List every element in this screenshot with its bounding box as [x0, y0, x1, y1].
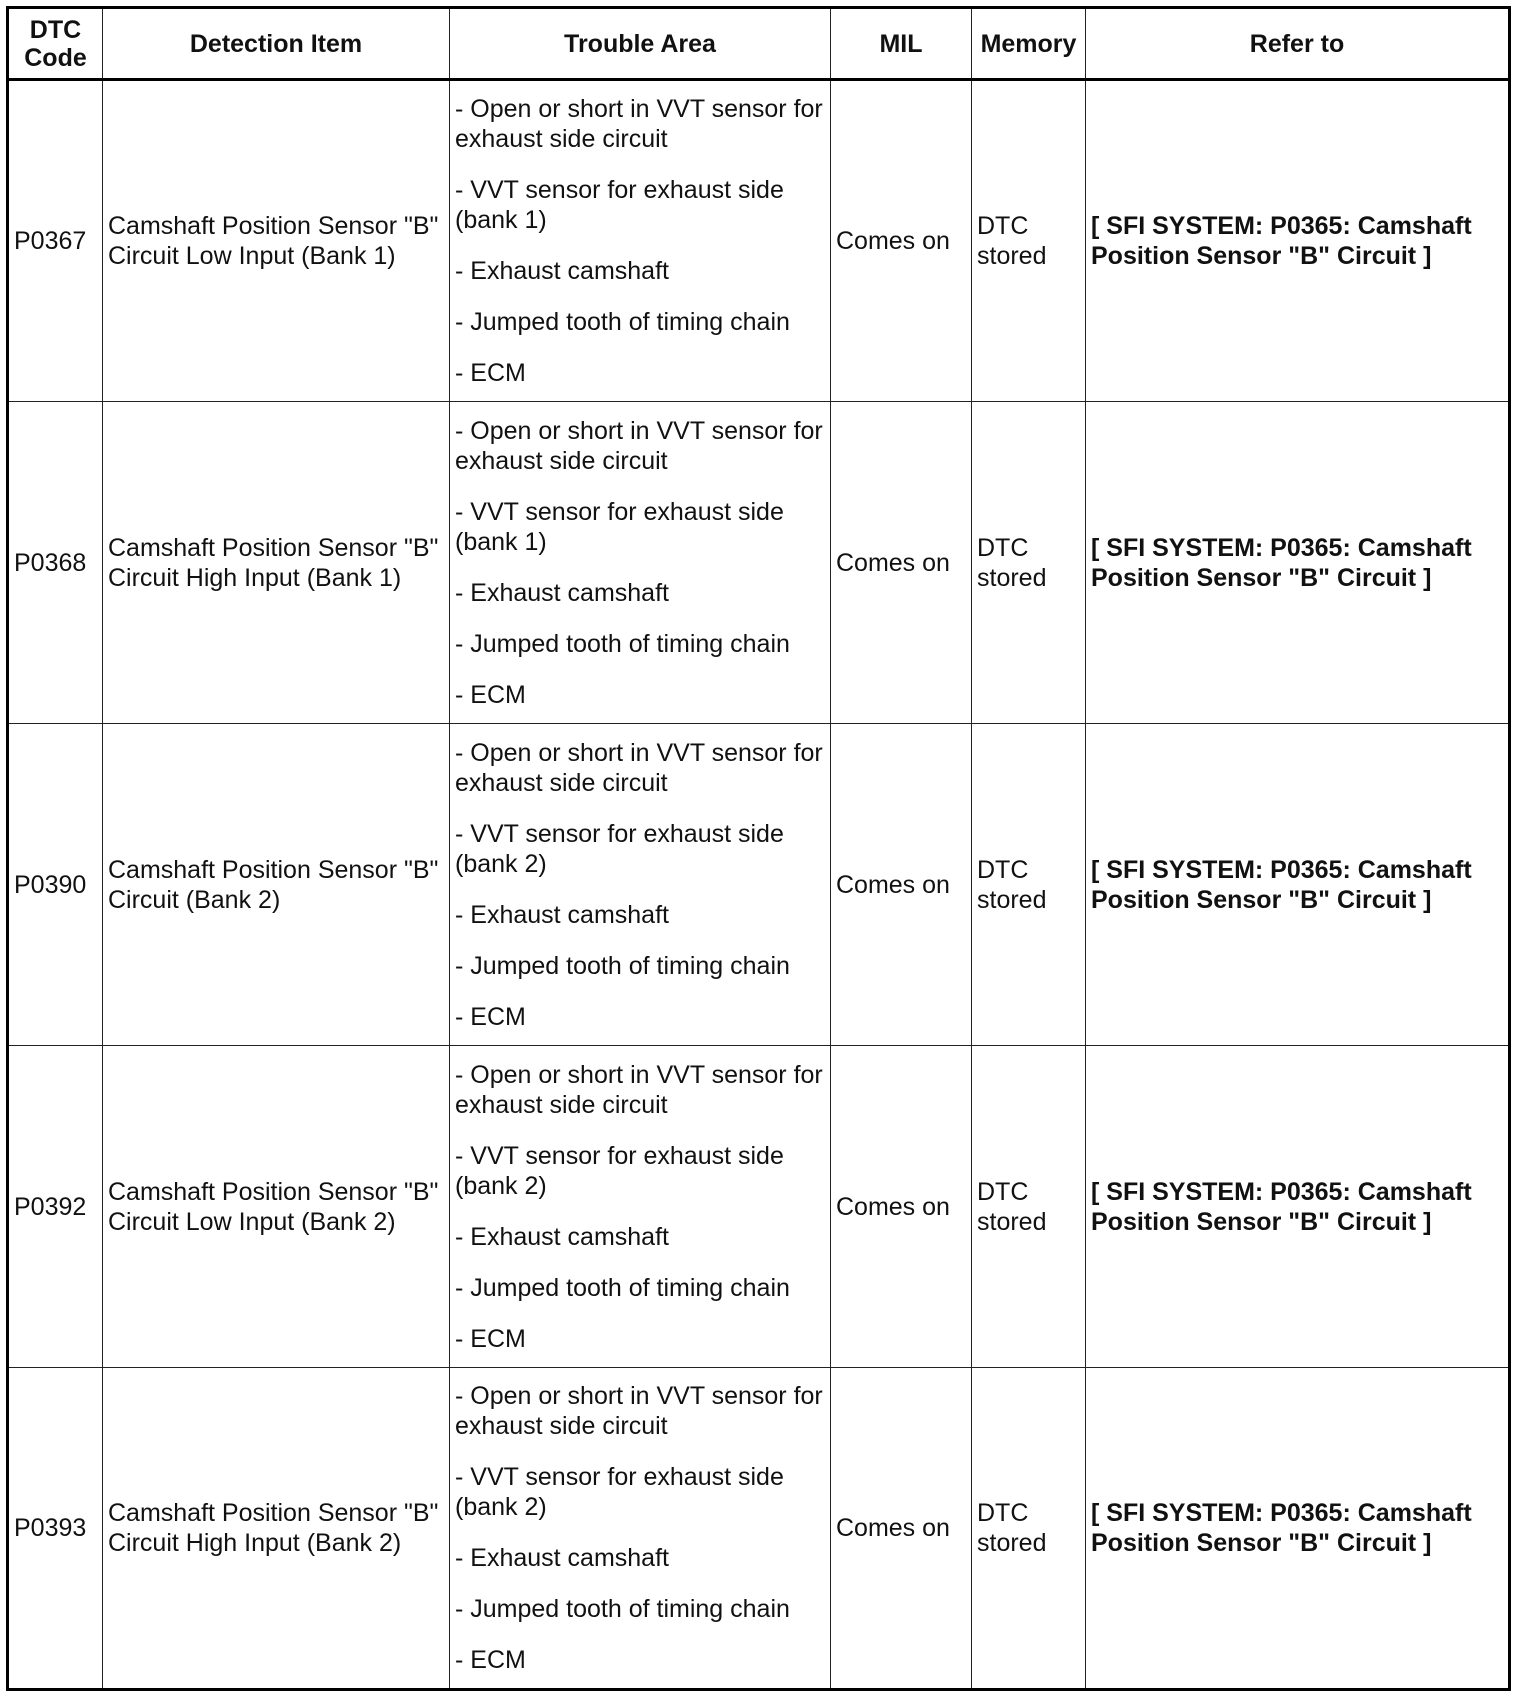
- trouble-area-item: - VVT sensor for exhaust side (bank 2): [455, 1141, 784, 1200]
- detection-item-cell: Camshaft Position Sensor "B" Circuit Low Input (Bank 1): [103, 80, 450, 402]
- trouble-area-item: - Open or short in VVT sensor for exhaust side circuit: [455, 1382, 823, 1440]
- table-row: [8, 724, 1510, 1046]
- mil-cell: Comes on: [831, 1046, 972, 1368]
- mil-cell: Comes on: [831, 724, 972, 1046]
- table-row: [8, 402, 1510, 724]
- mil-cell: Comes on: [831, 1368, 972, 1690]
- memory-cell: DTC stored: [972, 402, 1086, 724]
- trouble-area-item: - Jumped tooth of timing chain: [455, 1273, 790, 1302]
- memory-cell: DTC stored: [972, 1046, 1086, 1368]
- trouble-area-item: - Jumped tooth of timing chain: [455, 1595, 790, 1623]
- table-row: [8, 1368, 1510, 1690]
- trouble-area-item: - VVT sensor for exhaust side (bank 1): [455, 176, 784, 234]
- trouble-area-item: - Exhaust camshaft: [455, 1222, 669, 1251]
- refer-to-link[interactable]: [ SFI SYSTEM: P0365: Camshaft Position Sensor "B" Circuit ]: [1086, 724, 1510, 1046]
- table-header-row: [8, 8, 1510, 80]
- dtc-table: [6, 6, 1511, 1691]
- trouble-area-item: - VVT sensor for exhaust side (bank 1): [455, 497, 784, 556]
- trouble-area-item: - Jumped tooth of timing chain: [455, 629, 790, 658]
- header-mil: MIL: [831, 8, 972, 80]
- trouble-area-cell: [450, 1368, 831, 1690]
- dtc-code-cell: P0368: [8, 402, 103, 724]
- trouble-area-item: - Open or short in VVT sensor for exhaust side circuit: [455, 738, 823, 797]
- trouble-area-item: - Exhaust camshaft: [455, 257, 669, 285]
- detection-item-cell: Camshaft Position Sensor "B" Circuit High Input (Bank 1): [103, 402, 450, 724]
- memory-cell: DTC stored: [972, 80, 1086, 402]
- refer-to-link[interactable]: [ SFI SYSTEM: P0365: Camshaft Position Sensor "B" Circuit ]: [1086, 80, 1510, 402]
- trouble-area-item: - ECM: [455, 1324, 526, 1353]
- header-trouble-area: Trouble Area: [450, 8, 831, 80]
- refer-to-link[interactable]: [ SFI SYSTEM: P0365: Camshaft Position Sensor "B" Circuit ]: [1086, 1046, 1510, 1368]
- trouble-area-cell: [450, 724, 831, 1046]
- refer-to-link[interactable]: [ SFI SYSTEM: P0365: Camshaft Position Sensor "B" Circuit ]: [1086, 402, 1510, 724]
- detection-item-cell: Camshaft Position Sensor "B" Circuit High Input (Bank 2): [103, 1368, 450, 1690]
- trouble-area-item: - Exhaust camshaft: [455, 578, 669, 607]
- trouble-area-item: - Jumped tooth of timing chain: [455, 951, 790, 980]
- trouble-area-cell: [450, 402, 831, 724]
- dtc-code-cell: P0367: [8, 80, 103, 402]
- trouble-area-item: - ECM: [455, 359, 526, 387]
- dtc-code-cell: P0390: [8, 724, 103, 1046]
- trouble-area-item: - Exhaust camshaft: [455, 900, 669, 929]
- trouble-area-cell: [450, 80, 831, 402]
- detection-item-cell: Camshaft Position Sensor "B" Circuit Low Input (Bank 2): [103, 1046, 450, 1368]
- trouble-area-item: - ECM: [455, 680, 526, 709]
- header-dtc-code: DTC Code: [8, 8, 103, 80]
- trouble-area-item: - VVT sensor for exhaust side (bank 2): [455, 1463, 784, 1521]
- header-detection-item: Detection Item: [103, 8, 450, 80]
- header-refer-to: Refer to: [1086, 8, 1510, 80]
- refer-to-link[interactable]: [ SFI SYSTEM: P0365: Camshaft Position Sensor "B" Circuit ]: [1086, 1368, 1510, 1690]
- trouble-area-item: - VVT sensor for exhaust side (bank 2): [455, 819, 784, 878]
- dtc-code-cell: P0393: [8, 1368, 103, 1690]
- table-row: [8, 1046, 1510, 1368]
- trouble-area-item: - Jumped tooth of timing chain: [455, 308, 790, 336]
- header-memory: Memory: [972, 8, 1086, 80]
- mil-cell: Comes on: [831, 402, 972, 724]
- trouble-area-item: - ECM: [455, 1646, 526, 1674]
- trouble-area-item: - Open or short in VVT sensor for exhaust side circuit: [455, 1060, 823, 1119]
- trouble-area-item: - Open or short in VVT sensor for exhaust side circuit: [455, 95, 823, 153]
- detection-item-cell: Camshaft Position Sensor "B" Circuit (Bank 2): [103, 724, 450, 1046]
- mil-cell: Comes on: [831, 80, 972, 402]
- memory-cell: DTC stored: [972, 724, 1086, 1046]
- trouble-area-item: - Exhaust camshaft: [455, 1544, 669, 1572]
- trouble-area-item: - ECM: [455, 1002, 526, 1031]
- table-row: [8, 80, 1510, 402]
- dtc-code-cell: P0392: [8, 1046, 103, 1368]
- trouble-area-cell: [450, 1046, 831, 1368]
- trouble-area-item: - Open or short in VVT sensor for exhaust side circuit: [455, 416, 823, 475]
- memory-cell: DTC stored: [972, 1368, 1086, 1690]
